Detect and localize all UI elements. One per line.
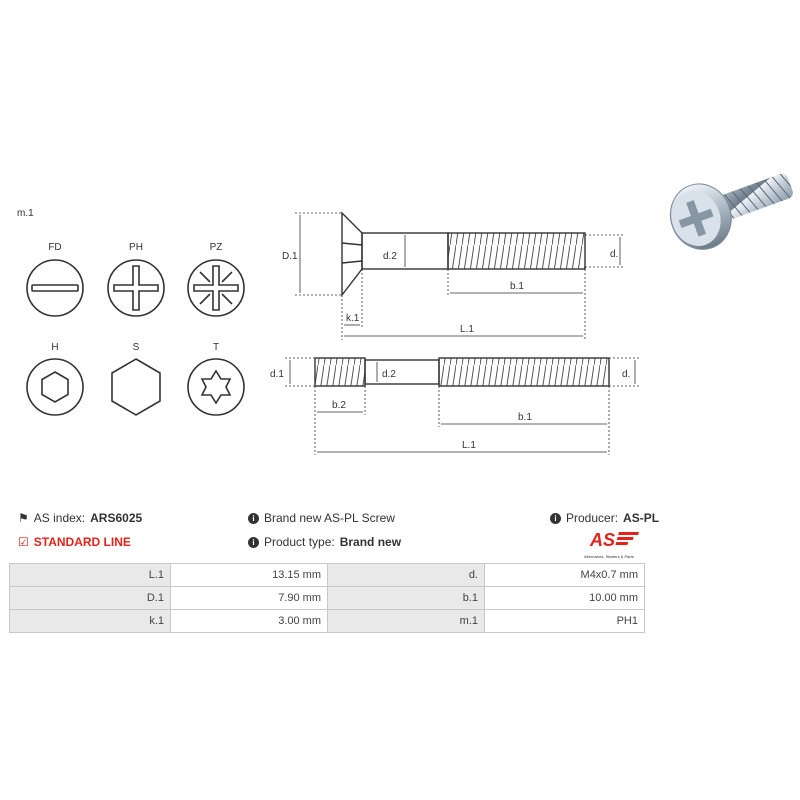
dim-label-b1-lower: b.1 [518,412,532,423]
drive-label-t: T [212,342,220,353]
table-row [10,564,645,587]
as-logo [584,528,650,558]
product-type-value: Brand new [339,535,402,549]
as-index [18,511,142,525]
producer-value: AS-PL [623,511,660,525]
variant-label: m.1 [17,208,34,219]
hex-head-drive-icon [112,359,160,415]
drive-label-fd: FD [48,242,62,253]
description [248,511,395,525]
info-icon: i [248,513,259,524]
description-text: Brand new AS-PL Screw [264,511,395,525]
dim-label-L1-lower: L.1 [462,440,476,451]
spec-value: 10.00 mm [485,587,645,610]
spec-key: m.1 [328,610,485,633]
tag-icon: ⚑ [18,511,29,525]
as-index-value: ARS6025 [90,511,143,525]
drive-types-diagram [0,230,260,430]
drive-label-s: S [132,342,140,353]
standard-line [18,535,131,549]
spec-value: PH1 [485,610,645,633]
product-photo-screw [655,155,800,265]
spec-key: b.1 [328,587,485,610]
table-row [10,610,645,633]
dim-label-b2: b.2 [332,400,346,411]
dim-label-d2-upper: d.2 [383,251,397,262]
spec-value: M4x0.7 mm [485,564,645,587]
drive-label-h: H [51,342,59,353]
standard-line-text: STANDARD LINE [33,535,131,549]
dim-label-d1-lower: d.1 [270,369,284,380]
product-type-label: Product type: [264,535,335,549]
table-row [10,587,645,610]
dim-label-L1-upper: L.1 [460,324,474,335]
dim-label-d-lower: d. [622,369,631,380]
threaded-rod-outline [315,358,609,386]
svg-text:AS: AS [590,530,616,550]
spec-key: L.1 [10,564,171,587]
spec-key: d. [328,564,485,587]
dim-label-D1: D.1 [282,251,298,262]
dim-label-b1-upper: b.1 [510,281,524,292]
countersunk-screw-outline [342,213,585,295]
torx-drive-icon [188,359,244,415]
dim-label-d-upper: d. [610,249,619,260]
pozidriv-drive-icon [188,260,244,316]
spec-value: 7.90 mm [171,587,328,610]
dim-label-k1: k.1 [346,313,360,324]
checkbox-icon: ☑ [18,535,29,549]
as-logo-mark [584,528,650,550]
as-logo-tagline: Alternators, Starters & Parts [584,554,634,559]
spec-key: k.1 [10,610,171,633]
slotted-drive-icon [27,260,83,316]
spec-table [9,563,645,633]
as-index-label: AS index: [33,511,86,525]
producer [550,511,659,525]
spec-key: D.1 [10,587,171,610]
drive-label-ph: PH [129,242,143,253]
info-icon: i [248,537,259,548]
producer-label: Producer: [566,511,619,525]
upper-dimension-lines [295,213,625,340]
product-type [248,535,401,549]
screw-dimension-drawing [270,205,650,465]
phillips-drive-icon [108,260,164,316]
drive-label-pz: PZ [209,242,223,253]
spec-value: 13.15 mm [171,564,328,587]
info-icon: i [550,513,561,524]
dim-label-d2-lower: d.2 [382,369,396,380]
spec-value: 3.00 mm [171,610,328,633]
hex-socket-drive-icon [27,359,83,415]
